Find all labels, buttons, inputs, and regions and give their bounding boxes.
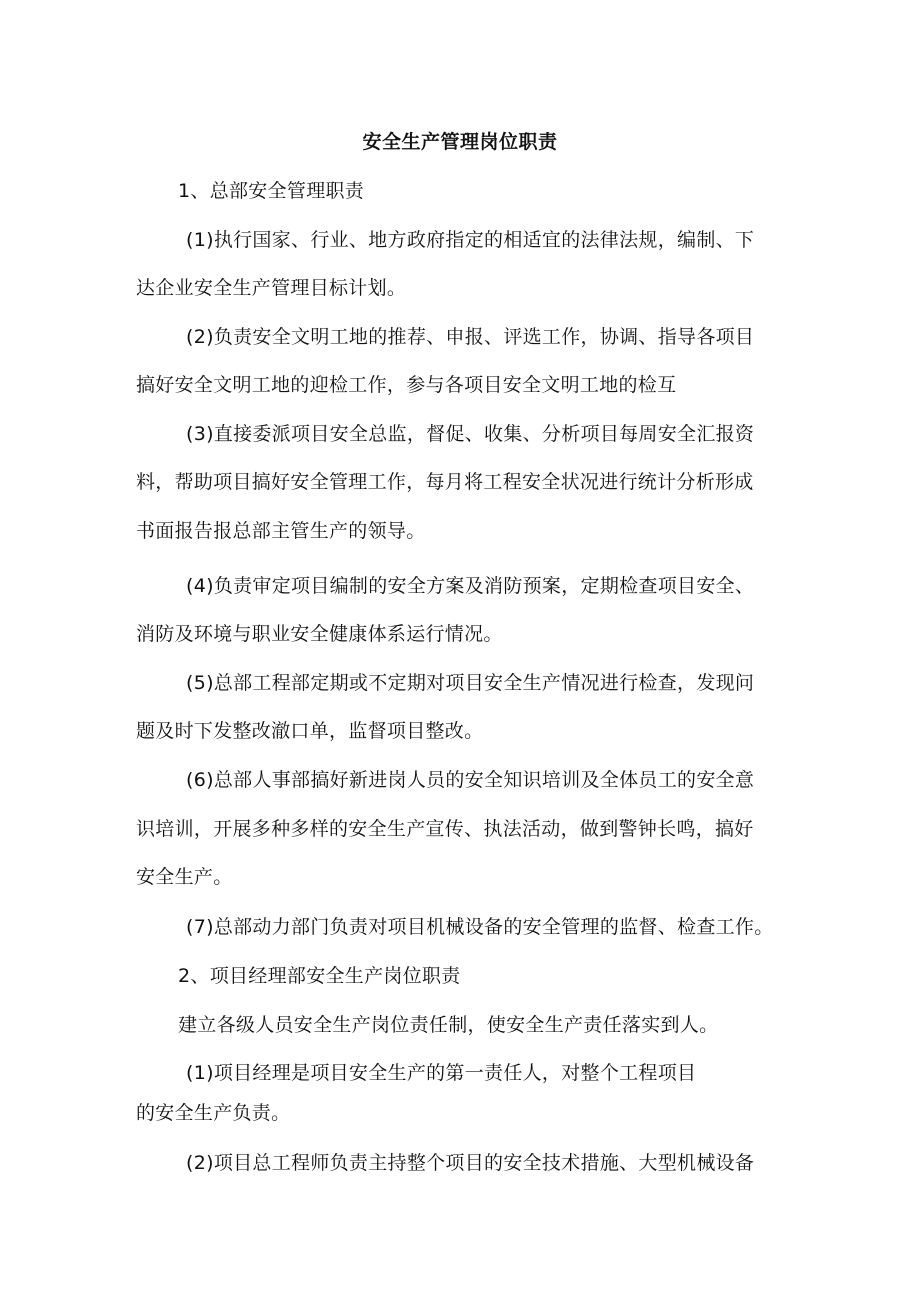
- paragraph-line: 消防及环境与职业安全健康体系运行情况。: [136, 623, 503, 645]
- paragraph-line: (7)总部动力部门负责对项目机械设备的安全管理的监督、检查工作。: [186, 916, 774, 938]
- document-title: 安全生产管理岗位职责: [362, 131, 558, 153]
- paragraph-line: (4)负责审定项目编制的安全方案及消防预案，定期检查项目安全、: [186, 575, 755, 597]
- paragraph-line: (2)项目总工程师负责主持整个项目的安全技术措施、大型机械设备: [186, 1152, 755, 1174]
- paragraph-line: (3)直接委派项目安全总监，督促、收集、分析项目每周安全汇报资: [186, 423, 755, 445]
- paragraph-line: 的安全生产负责。: [136, 1102, 291, 1124]
- paragraph-line: (6)总部人事部搞好新进岗人员的安全知识培训及全体员工的安全意: [186, 769, 755, 791]
- section-heading-1: 1、总部安全管理职责: [178, 180, 365, 202]
- paragraph-line: 题及时下发整改澈口单，监督项目整改。: [136, 720, 484, 742]
- paragraph-line: 达企业安全生产管理目标计划。: [136, 277, 407, 299]
- paragraph-line: (1)项目经理是项目安全生产的第一责任人，对整个工程项目: [186, 1062, 697, 1084]
- paragraph-line: (2)负责安全文明工地的推荐、申报、评选工作，协调、指导各项目: [186, 326, 755, 348]
- paragraph-line: 书面报告报总部主管生产的领导。: [136, 520, 426, 542]
- paragraph-line: (5)总部工程部定期或不定期对项目安全生产情况进行检查，发现问: [186, 672, 755, 694]
- paragraph-line: 安全生产。: [136, 866, 233, 888]
- section-heading-2: 2、项目经理部安全生产岗位职责: [178, 965, 461, 987]
- paragraph-line: (1)执行国家、行业、地方政府指定的相适宜的法律法规，编制、下: [186, 229, 755, 251]
- paragraph-line: 建立各级人员安全生产岗位责任制，使安全生产责任落实到人。: [178, 1014, 719, 1036]
- paragraph-line: 识培训，开展多种多样的安全生产宣传、执法活动，做到警钟长鸣，搞好: [136, 818, 754, 840]
- paragraph-line: 料，帮助项目搞好安全管理工作，每月将工程安全状况进行统计分析形成: [136, 471, 754, 493]
- paragraph-line: 搞好安全文明工地的迎检工作，参与各项目安全文明工地的检互: [136, 374, 677, 396]
